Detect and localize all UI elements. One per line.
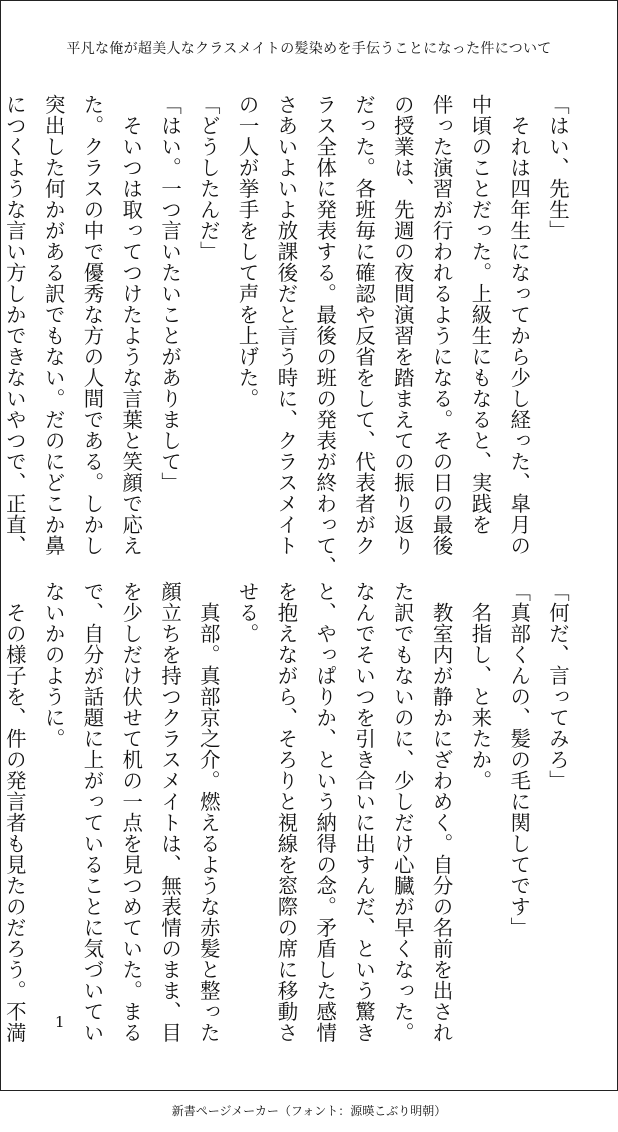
text-line: その様子を、件の発言者も見たのだろう。不満 xyxy=(2,581,27,1043)
text-line: さあいよいよ放課後だと言う時に、クラスメイト xyxy=(274,94,299,556)
page-number: 1 xyxy=(55,1013,65,1031)
text-line: 名指し、と来たか。 xyxy=(468,581,493,791)
text-line: そいつは取ってつけたような言葉と笑顔で応え xyxy=(119,94,144,556)
text-line: と、やっぱりか、という納得の念。矛盾した感情 xyxy=(313,581,338,1043)
text-line: 「真部くんの、髪の毛に関してです」 xyxy=(507,581,532,938)
text-line: それは四年生になってから少し経った、皐月の xyxy=(507,94,532,556)
text-line: ラス全体に発表する。最後の班の発表が終わって、 xyxy=(313,94,338,577)
text-line: 突出した何かがある訳でもない。だのにどこか鼻 xyxy=(41,94,66,556)
text-line: 伴った演習が行われるようになる。その日の最後 xyxy=(429,94,454,556)
lower-text-block xyxy=(2,581,577,1043)
text-line: 「はい。一つ言いたいことがありまして」 xyxy=(158,94,183,493)
upper-text-block xyxy=(2,94,577,577)
text-line: た。クラスの中で優秀な方の人間である。しかし xyxy=(80,94,105,556)
text-line: の授業は、先週の夜間演習を踏まえての振り返り xyxy=(390,94,415,556)
text-line: につくような言い方しかできないやつで、正直、 xyxy=(2,94,27,556)
text-line: 教室内が静かにざわめく。自分の名前を出され xyxy=(429,581,454,1043)
footer-credit: 新書ページメーカー（フォント：源暎こぶり明朝） xyxy=(171,1104,447,1118)
text-line: た訳でもないのに、少しだけ心臓が早くなった。 xyxy=(390,581,415,1043)
text-line: の一人が挙手をして声を上げた。 xyxy=(235,94,260,409)
text-line: で、自分が話題に上がっていることに気づいてい xyxy=(80,581,105,1043)
text-line: 「何だ、言ってみろ」 xyxy=(546,581,570,791)
text-line: せる。 xyxy=(235,581,260,644)
text-line: を抱えながら、そろりと視線を窓際の席に移動さ xyxy=(274,581,299,1043)
text-line: 顔立ちを持つクラスメイトは、無表情のまま、目 xyxy=(158,581,183,1043)
text-line: 「どうしたんだ」 xyxy=(196,94,221,262)
text-line: 「はい、先生」 xyxy=(546,94,570,241)
running-header-title: 平凡な俺が超美人なクラスメイトの髪染めを手伝うことになった件について xyxy=(66,41,552,57)
text-line: を少しだけ伏せて机の一点を見つめていた。まる xyxy=(119,581,144,1043)
text-line: ないかのように。 xyxy=(41,581,66,749)
text-line: だった。各班毎に確認や反省をして、代表者がク xyxy=(352,94,377,556)
text-line: 真部。真部京之介。燃えるような赤髪と整った xyxy=(196,581,221,1043)
text-line: 中頃のことだった。上級生にもなると、実践を xyxy=(468,94,493,535)
text-line: なんでそいつを引き合いに出すんだ、という驚き xyxy=(352,581,377,1043)
